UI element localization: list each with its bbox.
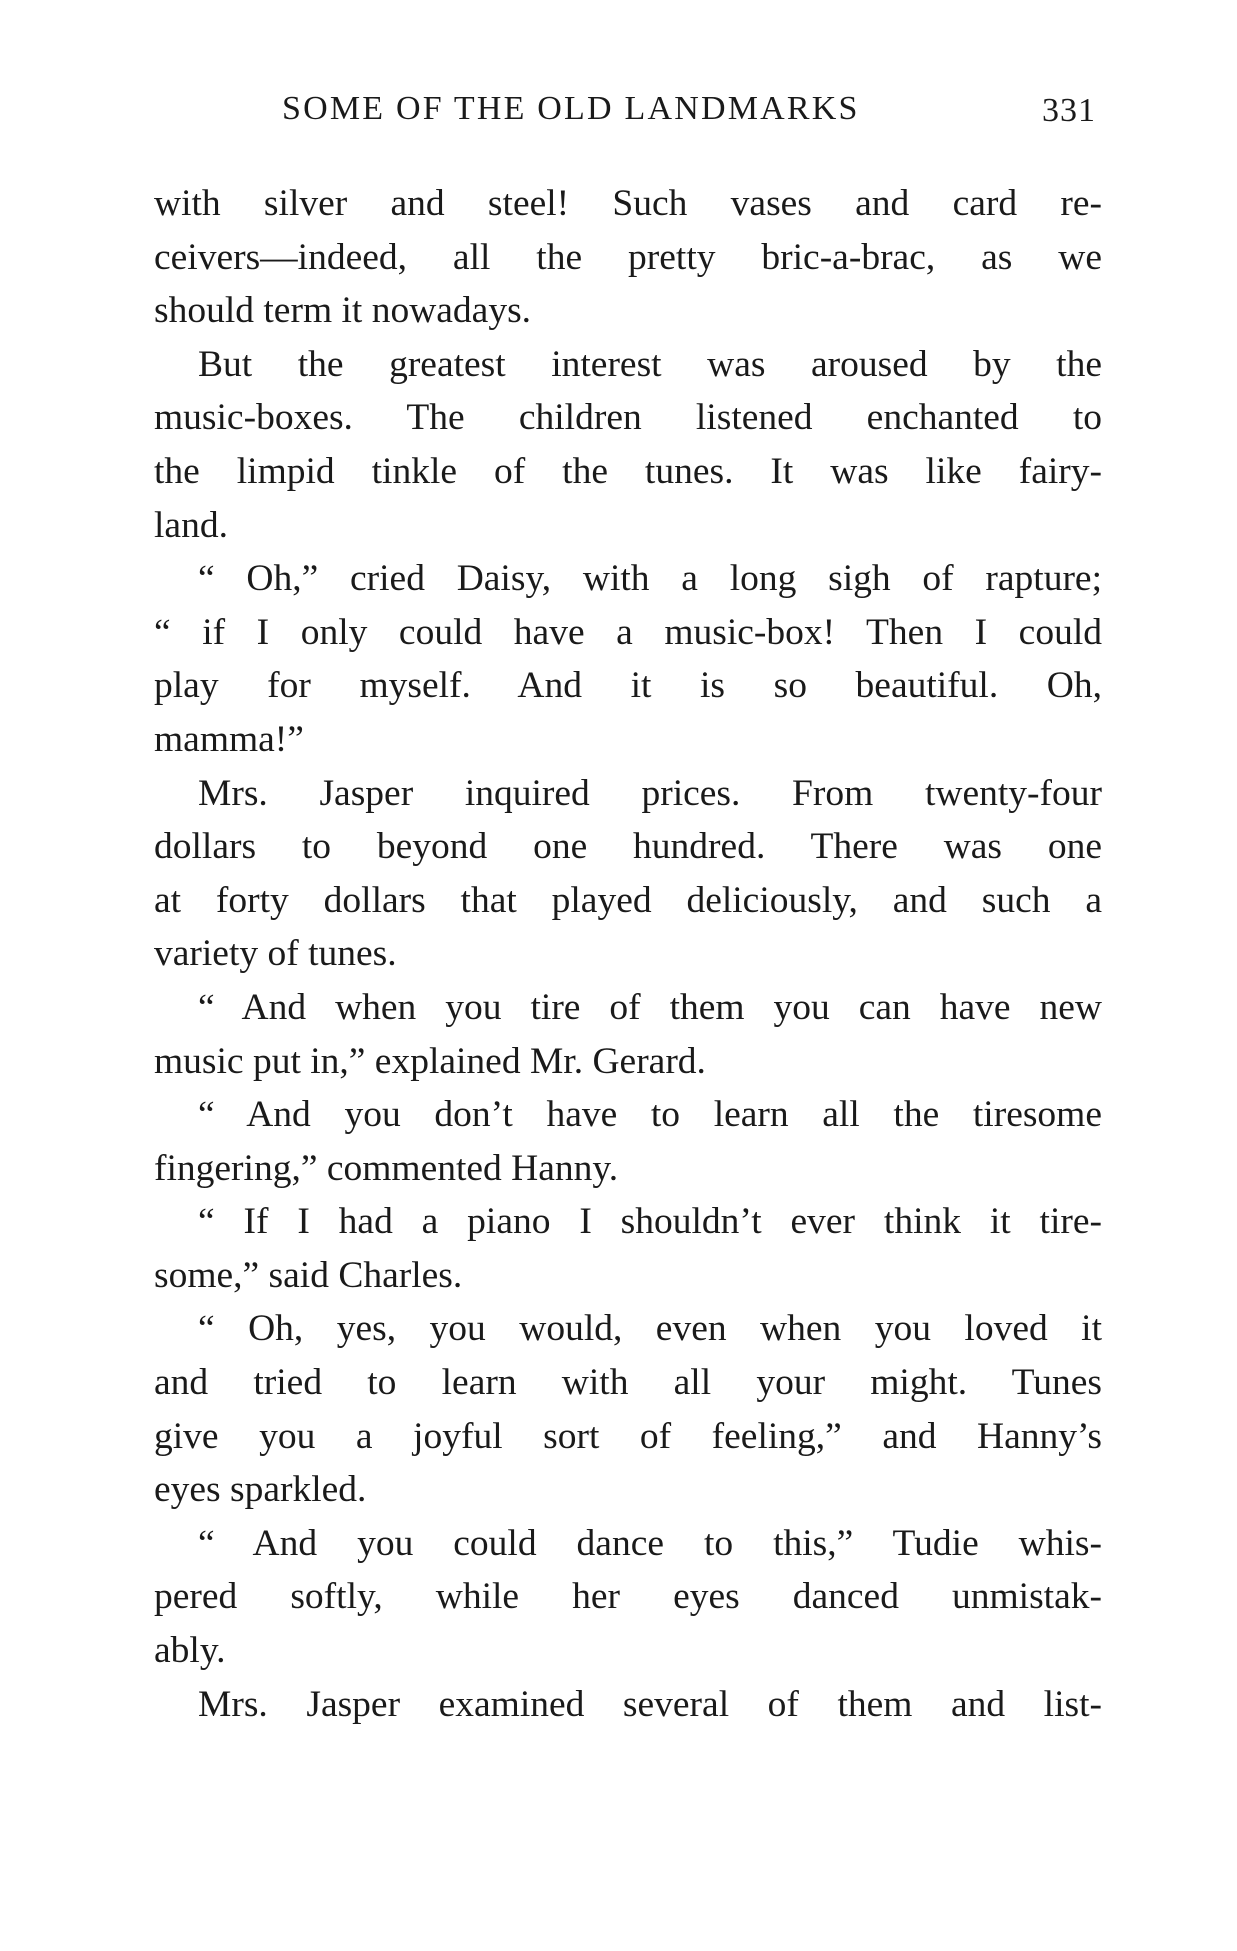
text-line: “ And you could dance to this,” Tudie whis- (198, 1522, 1102, 1564)
text-line: fingering,” commented Hanny. (154, 1147, 619, 1189)
text-line: some,” said Charles. (154, 1254, 463, 1296)
text-line: “ Oh,” cried Daisy, with a long sigh of rapture; (198, 558, 1102, 600)
body-text (154, 177, 1102, 1731)
page-number: 331 (1042, 92, 1096, 129)
running-head (0, 90, 1237, 140)
text-line: “ Oh, yes, you would, even when you loved it (198, 1308, 1102, 1350)
text-line: ably. (154, 1630, 226, 1672)
text-line: mamma!” (154, 718, 304, 760)
text-line: Mrs. Jasper inquired prices. From twenty-four (198, 772, 1102, 814)
text-line: should term it nowadays. (154, 290, 532, 332)
text-line: “ And when you tire of them you can have new (198, 986, 1102, 1028)
text-line: ceivers—indeed, all the pretty bric-a-brac, as we (154, 236, 1102, 278)
text-line: land. (154, 504, 228, 546)
text-line: give you a joyful sort of feeling,” and Hanny’s (154, 1415, 1102, 1457)
text-line: with silver and steel! Such vases and card re- (154, 183, 1102, 224)
text-line: “ if I only could have a music-box! Then I could (154, 611, 1102, 653)
text-line: “ And you don’t have to learn all the tiresome (198, 1094, 1102, 1136)
text-line: music put in,” explained Mr. Gerard. (154, 1040, 706, 1082)
text-line: variety of tunes. (154, 933, 397, 975)
text-line: pered softly, while her eyes danced unmistak- (154, 1576, 1102, 1618)
text-line: eyes sparkled. (154, 1469, 367, 1511)
text-line: dollars to beyond one hundred. There was one (154, 826, 1102, 868)
text-line: music-boxes. The children listened enchanted to (154, 397, 1102, 439)
text-line: Mrs. Jasper examined several of them and list- (198, 1683, 1102, 1725)
running-title: SOME OF THE OLD LANDMARKS (282, 90, 860, 127)
text-line: at forty dollars that played deliciously, and such a (154, 879, 1102, 921)
text-line: the limpid tinkle of the tunes. It was like fairy- (154, 450, 1102, 492)
text-line: play for myself. And it is so beautiful. Oh, (154, 665, 1102, 707)
text-line: “ If I had a piano I shouldn’t ever think it tire- (198, 1201, 1102, 1243)
text-line: and tried to learn with all your might. Tunes (154, 1362, 1102, 1404)
text-line: But the greatest interest was aroused by the (198, 343, 1102, 385)
